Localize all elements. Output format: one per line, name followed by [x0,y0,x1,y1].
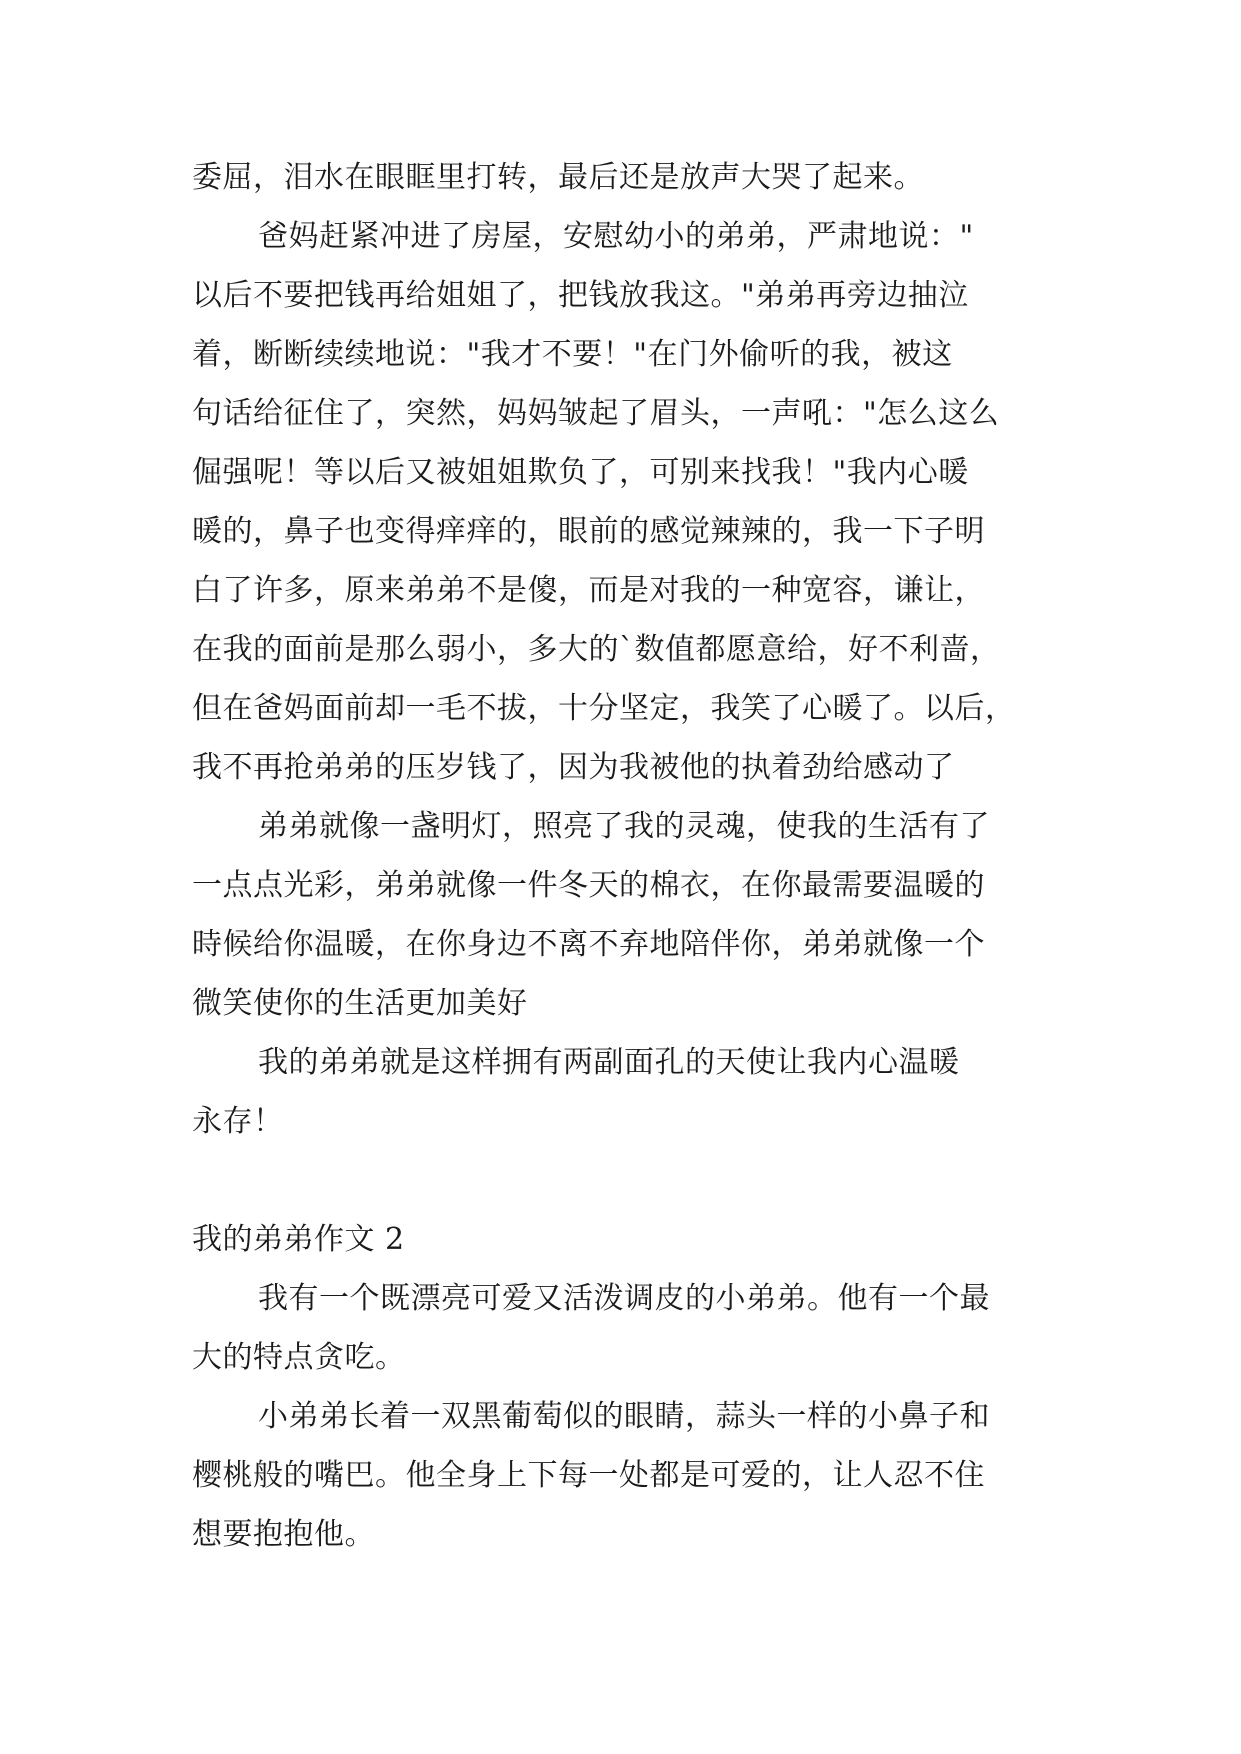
text-line: 我不再抢弟弟的压岁钱了，因为我被他的执着劲给感动了 [192,750,955,785]
text-line: 在我的面前是那么弱小，多大的`数值都愿意给，好不利啬， [192,632,1001,667]
text-line: 倔强呢！等以后又被姐姐欺负了，可别来找我！"我内心暖 [192,455,969,490]
paragraph-gap [192,1151,1052,1210]
text-line: 以后不要把钱再给姐姐了，把钱放我这。"弟弟再旁边抽泣 [192,278,969,313]
document-page [192,148,1052,1564]
text-line: 委屈，泪水在眼眶里打转，最后还是放声大哭了起来。 [192,160,924,195]
text-line: 小弟弟长着一双黑葡萄似的眼睛，蒜头一样的小鼻子和 [258,1399,990,1434]
section-title: 我的弟弟作文 2 [192,1222,405,1257]
text-line: 一点点光彩，弟弟就像一件冬天的棉衣，在你最需要温暖的 [192,868,985,903]
text-line: 弟弟就像一盏明灯，照亮了我的灵魂，使我的生活有了 [258,809,990,844]
text-line: 大的特点贪吃。 [192,1340,406,1375]
text-line: 暖的，鼻子也变得痒痒的，眼前的感觉辣辣的，我一下子明 [192,514,985,549]
text-line: 但在爸妈面前却一毛不拔，十分坚定，我笑了心暖了。以后， [192,691,1016,726]
text-line: 想要抱抱他。 [192,1517,375,1552]
text-line: 白了许多，原来弟弟不是傻，而是对我的一种宽容，谦让， [192,573,985,608]
text-line: 微笑使你的生活更加美好 [192,986,528,1021]
text-line: 我的弟弟就是这样拥有两副面孔的天使让我内心温暖 [258,1045,960,1080]
text-line: 着，断断续续地说："我才不要！"在门外偷听的我，被这 [192,337,953,372]
text-line: 永存！ [192,1104,284,1139]
text-line: 樱桃般的嘴巴。他全身上下每一处都是可爱的，让人忍不住 [192,1458,985,1493]
text-line: 時候给你温暖，在你身边不离不弃地陪伴你，弟弟就像一个 [192,927,985,962]
text-line: 我有一个既漂亮可爱又活泼调皮的小弟弟。他有一个最 [258,1281,990,1316]
text-line: 句话给征住了，突然，妈妈皱起了眉头，一声吼："怎么这么 [192,396,1000,431]
text-line: 爸妈赶紧冲进了房屋，安慰幼小的弟弟，严肃地说：" [258,219,974,254]
